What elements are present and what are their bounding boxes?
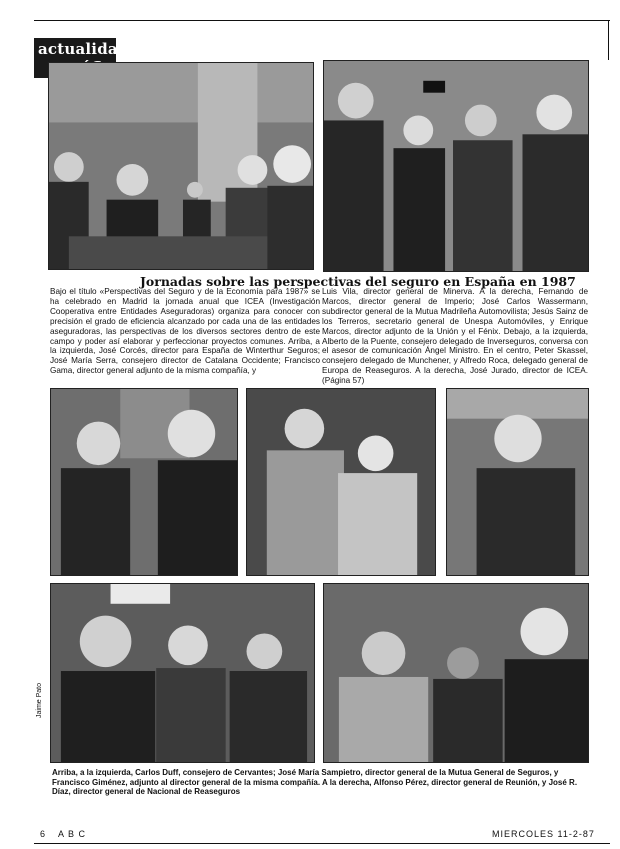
photo-middle-right (446, 388, 589, 576)
body-column-2: Luis Vila, director general de Minerva. A la derecha, Fernando de Marcos, director general de Imperio; José Carlos Wassermann, subdirector general de la Mutua Madrileña Automovilista; Jesús Sainz de los Terreros, secretario general de Unespa Automóviles, y Enrique Marcos, director adjunto de la Unión y el Fénix. Debajo, a la izquierda, Alberto de la Puente, consejero delegado de Inverseguros, conversa con el asesor de comunicación Ángel Ministro. En el centro, Peter Skassel, consejero delegado de Munchener, y Alfredo Roca, delegado general de Europa de Reaseguros. A la derecha, José Jurado, director de ICEA. (Página 57) (322, 287, 588, 386)
issue-date: MIERCOLES 11-2-87 (492, 829, 595, 839)
photo-top-right (323, 60, 589, 272)
photo-middle-center (246, 388, 436, 576)
section-title-line1: actualidad (38, 40, 129, 58)
photo-caption: Arriba, a la izquierda, Carlos Duff, consejero de Cervantes; José María Sampietro, director general de la Mutua General de Seguros, y Francisco Giménez, adjunto al director general de la misma compañía. A la derecha, Alfonso Pérez, director general de Reunión, y José R. Díaz, director general de Nacional de Reaseguros (52, 768, 578, 797)
right-edge-rule (608, 20, 609, 60)
article-headline: Jornadas sobre las perspectivas del seguro en España en 1987 (140, 274, 576, 289)
newspaper-name: A B C (58, 829, 87, 839)
top-rule (34, 20, 610, 21)
photo-top-left (48, 62, 314, 270)
body-column-1: Bajo el título «Perspectivas del Seguro y de la Economía para 1987» se ha celebrado en Madrid la jornada anual que ICEA (Investigación Cooperativa entre Entidades Aseguradoras) organiza para conocer con precisión el grado de eficiencia alcanzado por cada una de las entidades aseguradoras, las perspectivas de los diversos sectores dentro de este campo y poder así elaborar y perfeccionar proyectos comunes. Arriba, a la izquierda, José Corcés, director para España de Winterthur Seguros; José María Serra, consejero director de Catalana Occidente; Francisco Gama, director general adjunto de la misma compañía, y (50, 287, 320, 376)
photo-credit: Jaime Pato (36, 682, 43, 718)
photo-bottom-right (323, 583, 589, 763)
bottom-rule (34, 843, 610, 844)
photo-middle-left (50, 388, 238, 576)
photo-bottom-left (50, 583, 315, 763)
page-number: 6 (40, 829, 47, 839)
